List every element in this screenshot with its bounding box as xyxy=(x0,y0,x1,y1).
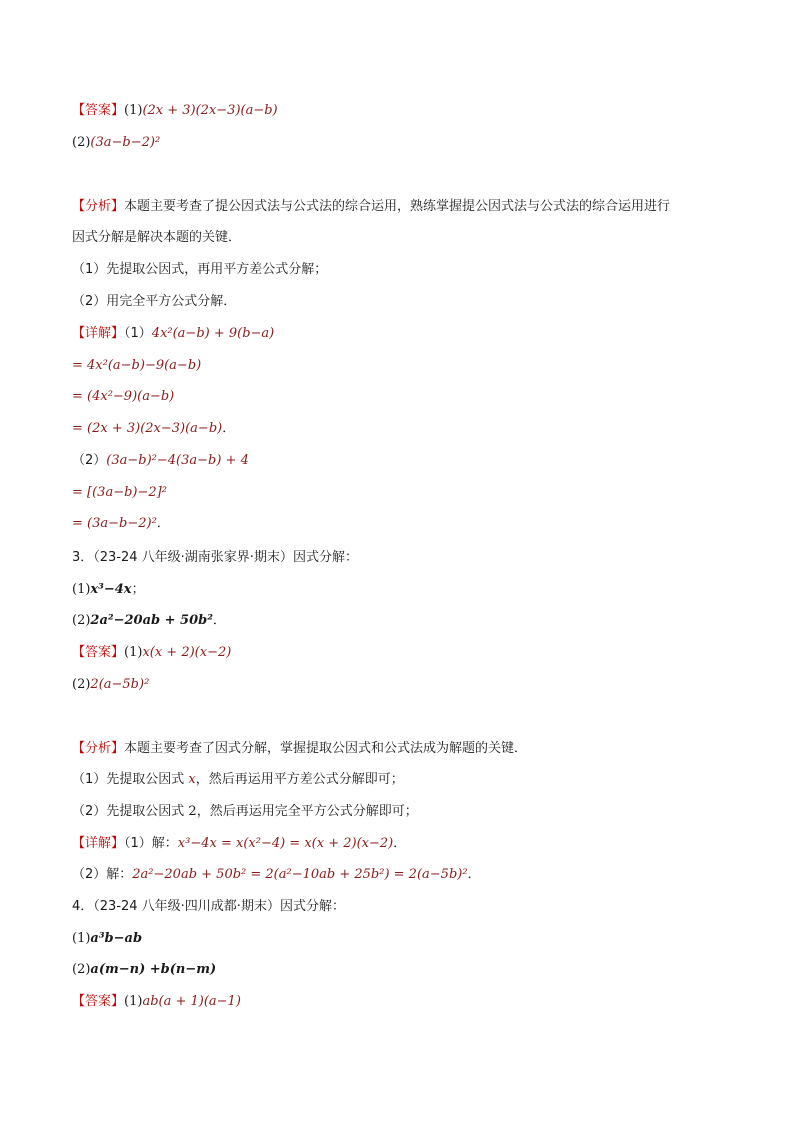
detail-line-3-1 xyxy=(72,835,406,853)
question-expr: x³−4x xyxy=(90,582,132,597)
answer-num: (1) xyxy=(124,645,143,660)
analysis-line-2-2: 因式分解是解决本题的关键． xyxy=(72,230,242,245)
analysis-tag: 【分析】 xyxy=(72,199,125,214)
detail-line-3-2 xyxy=(72,866,481,884)
question-3-2 xyxy=(72,612,226,630)
question-expr: 2a²−20ab + 50b² xyxy=(90,613,213,628)
answer-expr: (3a−b−2)² xyxy=(90,135,161,150)
answer-tag: 【答案】 xyxy=(72,994,125,1009)
analysis-tag: 【分析】 xyxy=(72,741,125,756)
analysis-text: 本题主要考查了提公因式法与公式法的综合运用，熟练掌握提公因式法与公式法的综合运用进行 xyxy=(124,199,671,214)
equation-line xyxy=(72,420,235,438)
question-num: (2) xyxy=(72,613,91,628)
problem-4-title: 4．（23-24 八年级·四川成都·期末）因式分解： xyxy=(72,899,345,914)
answer-expr: ab(a + 1)(a−1) xyxy=(142,994,241,1009)
question-num: (1) xyxy=(72,931,91,946)
question-expr: a³b−ab xyxy=(90,931,143,946)
detail-expr: x³−4x = x(x²−4) = x(x + 2)(x−2) xyxy=(177,836,394,851)
analysis-line-3 xyxy=(72,740,527,758)
answer-num: (2) xyxy=(72,135,91,150)
answer-line-3-2 xyxy=(72,676,149,694)
answer-line-2-2 xyxy=(72,134,160,152)
detail-tag: 【详解】 xyxy=(72,836,125,851)
step-var: 2 xyxy=(188,804,197,819)
equation-line: = [(3a−b)−2]² xyxy=(72,485,167,500)
answer-line-2-1 xyxy=(72,102,278,120)
answer-line-4-1 xyxy=(72,993,241,1011)
step-3-2 xyxy=(72,803,418,821)
answer-expr: (2x + 3)(2x−3)(a−b) xyxy=(142,103,278,118)
answer-num: (1) xyxy=(124,103,143,118)
equation-line: = (4x²−9)(a−b) xyxy=(72,389,175,404)
step-text: （1）先提取公因式 xyxy=(72,772,189,787)
answer-num: (2) xyxy=(72,677,91,692)
detail-expr: 4x²(a−b) + 9(b−a) xyxy=(151,326,275,341)
analysis-text: 本题主要考查了因式分解，掌握提取公因式和公式法成为解题的关键． xyxy=(124,741,528,756)
period: ． xyxy=(393,836,407,851)
question-num: (1) xyxy=(72,582,91,597)
step-text: ，然后再运用完全平方公式分解即可； xyxy=(196,804,418,819)
step-3-1 xyxy=(72,771,404,789)
question-4-2 xyxy=(72,961,216,979)
detail-line-2-1 xyxy=(72,325,274,343)
equation-expr: = (2x + 3)(2x−3)(a−b) xyxy=(72,421,223,436)
equation-line xyxy=(72,515,170,533)
answer-tag: 【答案】 xyxy=(72,103,125,118)
equation-line: = 4x²(a−b)−9(a−b) xyxy=(72,358,202,373)
answer-tag: 【答案】 xyxy=(72,645,125,660)
detail-line-2-2 xyxy=(72,452,249,470)
answer-expr: 2(a−5b)² xyxy=(90,677,150,692)
question-4-1 xyxy=(72,930,142,948)
answer-num: (1) xyxy=(124,994,143,1009)
period: ． xyxy=(156,516,170,531)
period: ． xyxy=(467,867,481,882)
question-3-1 xyxy=(72,581,145,599)
detail-pre: （1）解： xyxy=(124,836,178,851)
detail-expr: (3a−b)²−4(3a−b) + 4 xyxy=(106,453,249,468)
question-num: (2) xyxy=(72,962,91,977)
detail-num: （2） xyxy=(72,453,107,468)
answer-expr: x(x + 2)(x−2) xyxy=(142,645,232,660)
step-2-1: （1）先提取公因式，再用平方差公式分解； xyxy=(72,262,328,277)
step-text: ，然后再运用平方差公式分解即可； xyxy=(195,772,404,787)
period: ． xyxy=(222,421,236,436)
question-expr: a(m−n) +b(n−m) xyxy=(90,962,217,977)
detail-expr: 2a²−20ab + 50b² = 2(a²−10ab + 25b²) = 2(a−5b)² xyxy=(132,867,468,882)
semicolon: ； xyxy=(131,582,145,597)
period: ． xyxy=(212,613,226,628)
answer-line-3-1 xyxy=(72,644,231,662)
analysis-line-2-1 xyxy=(72,198,670,216)
step-2-2: （2）用完全平方公式分解． xyxy=(72,294,237,309)
step-text: （2）先提取公因式 xyxy=(72,804,189,819)
problem-3-title: 3．（23-24 八年级·湖南张家界·期末）因式分解： xyxy=(72,550,358,565)
equation-expr: = (3a−b−2)² xyxy=(72,516,157,531)
detail-tag: 【详解】 xyxy=(72,326,125,341)
detail-num: （1） xyxy=(124,326,152,341)
detail-pre: （2）解： xyxy=(72,867,133,882)
step-var: x xyxy=(188,772,196,787)
